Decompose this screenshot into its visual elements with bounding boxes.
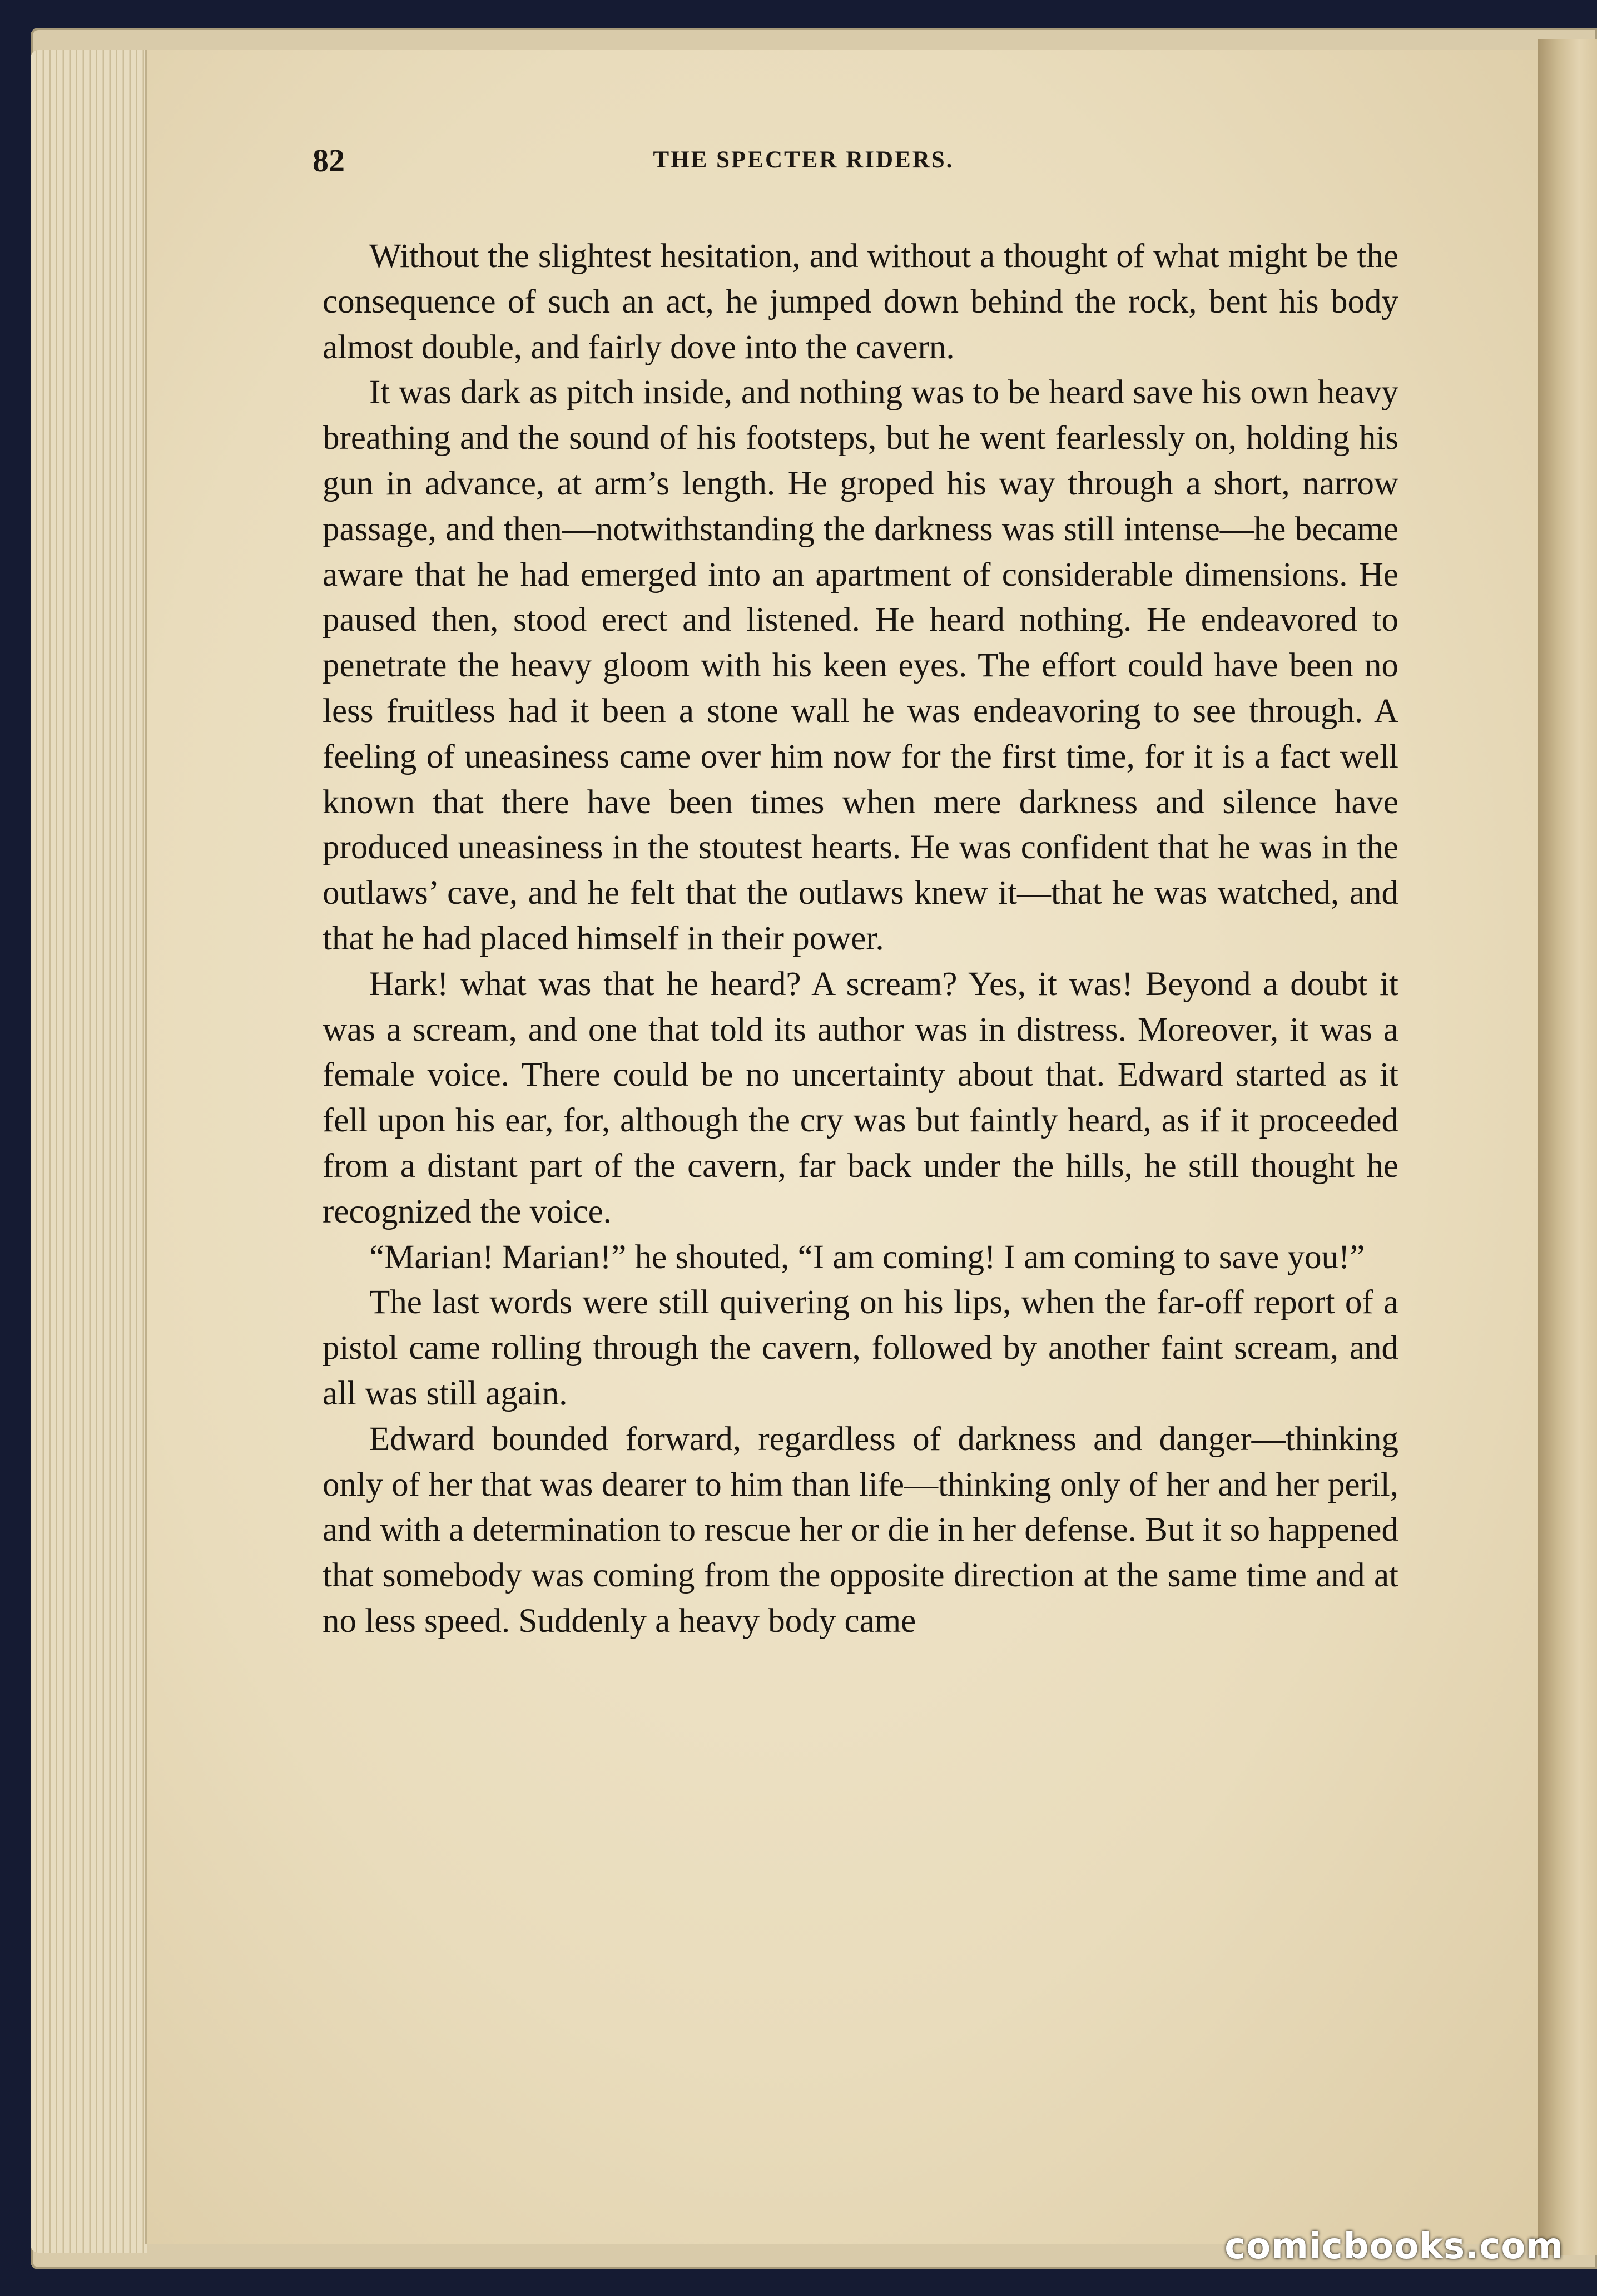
page-edges [31,50,147,2253]
body-text [323,234,1398,1644]
watermark: comicbooks.com [1224,2226,1564,2267]
running-head [195,142,1412,192]
paragraph: Without the slightest hesitation, and without a thought of what might be the consequence of such an act, he jumped down behind the rock, bent his body almost double, and fairly dove into the cavern. [323,237,1398,366]
page-number: 82 [313,142,345,179]
running-title: THE SPECTER RIDERS. [653,147,954,173]
paragraph: The last words were still quivering on his lips, when the far-off report of a pistol came rolling through the cavern, followed by another faint scream, and all was still again. [323,1284,1398,1412]
book-gutter [1538,39,1597,2255]
paragraph: Hark! what was that he heard? A scream? Yes, it was! Beyond a doubt it was a scream, and one that told its author was in distress. Moreover, it was a female voice. There could be no uncertainty about that. Edward started as it fell upon his ear, for, although the cry was but faintly heard, as if it proceeded from a distant part of the cavern, far back under the hills, he still thought he recognized the voice. [323,965,1398,1230]
paragraph: It was dark as pitch inside, and nothing was to be heard save his own heavy breathing and the sound of his footsteps, but he went fearlessly on, holding his gun in advance, at arm’s length. He groped his way through a short, narrow passage, and then—notwithstanding the darkness was still intense—he became aware that he had emerged into an apartment of considerable dimensions. He paused then, stood erect and listened. He heard nothing. He endeavored to penetrate the heavy gloom with his keen eyes. The effort could have been no less fruitless had it been a stone wall he was endeavoring to see through. A feeling of uneasiness came over him now for the first time, for it is a fact well known that there have been times when mere darkness and silence have produced uneasiness in the stoutest hearts. He was confident that he was in the outlaws’ cave, and he felt that the outlaws knew it—that he was watched, and that he had placed himself in their power. [323,374,1398,957]
paragraph: “Marian! Marian!” he shouted, “I am coming! I am coming to save you!” [369,1238,1365,1276]
paragraph: Edward bounded forward, regardless of darkness and danger—thinking only of her that was dearer to him than life—thinking only of her and her peril, and with a determination to rescue her or die in her defense. But it so happened that somebody was coming from the opposite direction at the same time and at no less speed. Suddenly a heavy body came [323,1420,1398,1640]
